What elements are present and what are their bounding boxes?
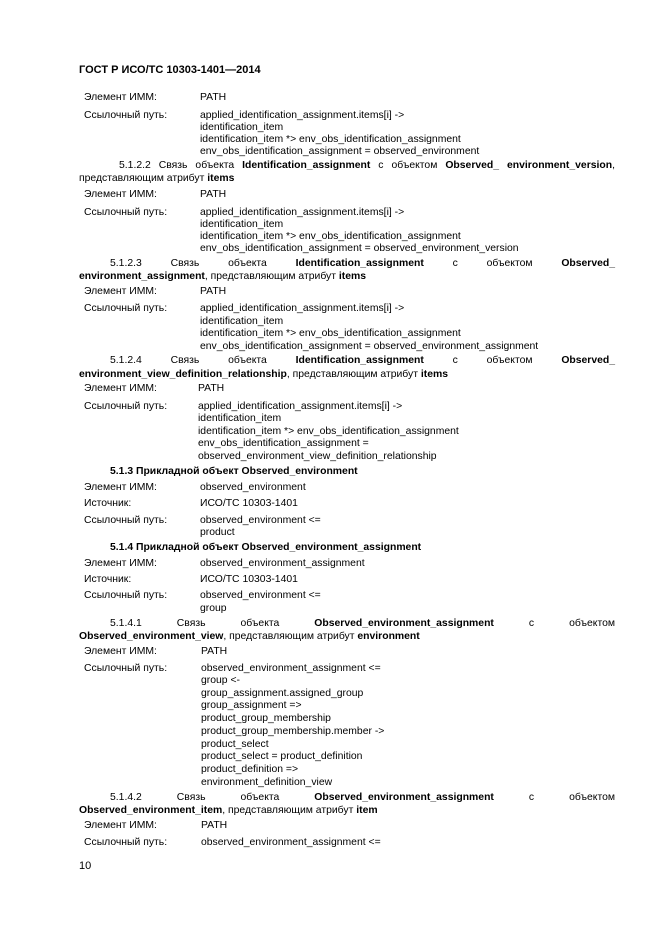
- ref-path-line: product: [200, 527, 235, 538]
- element-value: PATH: [200, 92, 227, 103]
- clause-heading: 5.1.4.2 Связь объекта Observed_environment_assignment с объектом: [110, 792, 616, 803]
- ref-path-line: identification_item: [200, 316, 284, 327]
- ref-path-label: Ссылочный путь:: [84, 207, 168, 218]
- ref-path-line: observed_environment <=: [200, 590, 321, 601]
- element-value: observed_environment_assignment: [200, 558, 365, 569]
- element-value: observed_environment: [200, 482, 306, 493]
- element-label: Элемент ИММ:: [84, 646, 157, 657]
- ref-path-line: environment_definition_view: [201, 777, 333, 788]
- ref-path-line: observed_environment_assignment <=: [201, 837, 381, 848]
- ref-path-line: identification_item: [200, 219, 284, 230]
- ref-path-label: Ссылочный путь:: [84, 663, 168, 674]
- ref-path-label: Ссылочный путь:: [84, 110, 168, 121]
- clause-heading: 5.1.2.3 Связь объекта Identification_assignment с объектом Observed_: [110, 258, 616, 269]
- ref-path-line: identification_item *> env_obs_identification_assignment: [200, 231, 461, 242]
- clause-heading-cont: environment_assignment, представляющим атрибут items: [79, 271, 367, 282]
- element-label: Элемент ИММ:: [84, 820, 157, 831]
- element-label: Элемент ИММ:: [84, 92, 157, 103]
- ref-path-line: product_group_membership: [201, 713, 331, 724]
- ref-path-label: Ссылочный путь:: [84, 303, 168, 314]
- ref-path-line: applied_identification_assignment.items[i] ->: [200, 303, 405, 314]
- ref-path-line: applied_identification_assignment.items[i] ->: [200, 110, 405, 121]
- ref-path-line: product_select = product_definition: [201, 751, 363, 762]
- ref-path-label: Ссылочный путь:: [84, 515, 168, 526]
- clause-heading: 5.1.2.4 Связь объекта Identification_assignment с объектом Observed_: [110, 355, 616, 366]
- ref-path-label: Ссылочный путь:: [84, 837, 168, 848]
- element-label: Элемент ИММ:: [84, 383, 157, 394]
- element-label: Элемент ИММ:: [84, 189, 157, 200]
- clause-heading-cont: Observed_environment_item, представляющим атрибут item: [79, 805, 378, 816]
- ref-path-line: identification_item: [200, 122, 284, 133]
- clause-heading-cont: Observed_environment_view, представляющим атрибут environment: [79, 631, 420, 642]
- clause-heading: 5.1.2.2 Связь объекта Identification_assignment с объектом Observed_ environment_version,: [119, 160, 615, 171]
- ref-path-line: group_assignment =>: [201, 700, 302, 711]
- ref-path-line: env_obs_identification_assignment = observed_environment_assignment: [200, 341, 539, 352]
- ref-path-line: group: [200, 603, 227, 614]
- ref-path-line: env_obs_identification_assignment = observed_environment: [200, 146, 480, 157]
- ref-path-line: group <-: [201, 675, 240, 686]
- ref-path-line: env_obs_identification_assignment = observed_environment_version: [200, 243, 519, 254]
- ref-path-line: applied_identification_assignment.items[i] ->: [200, 207, 405, 218]
- ref-path-line: observed_environment <=: [200, 515, 321, 526]
- source-value: ИСО/ТС 10303-1401: [200, 498, 298, 509]
- ref-path-line: identification_item: [198, 413, 282, 424]
- element-value: PATH: [200, 286, 227, 297]
- clause-heading-cont: environment_view_definition_relationship, представляющим атрибут items: [79, 369, 449, 380]
- source-value: ИСО/ТС 10303-1401: [200, 574, 298, 585]
- element-label: Элемент ИММ:: [84, 286, 157, 297]
- ref-path-line: identification_item *> env_obs_identification_assignment: [198, 426, 459, 437]
- ref-path-line: product_group_membership.member ->: [201, 726, 385, 737]
- source-label: Источник:: [84, 498, 132, 509]
- element-value: PATH: [198, 383, 225, 394]
- clause-heading-cont: представляющим атрибут items: [79, 173, 235, 184]
- ref-path-line: group_assignment.assigned_group: [201, 688, 364, 699]
- ref-path-label: Ссылочный путь:: [84, 401, 168, 412]
- source-label: Источник:: [84, 574, 132, 585]
- ref-path-line: observed_environment_assignment <=: [201, 663, 381, 674]
- ref-path-line: applied_identification_assignment.items[i] ->: [198, 401, 403, 412]
- page-number: 10: [79, 860, 92, 872]
- ref-path-line: observed_environment_view_definition_relationship: [198, 451, 437, 462]
- element-label: Элемент ИММ:: [84, 558, 157, 569]
- element-label: Элемент ИММ:: [84, 482, 157, 493]
- section-heading: 5.1.4 Прикладной объект Observed_environment_assignment: [110, 542, 422, 553]
- clause-heading: 5.1.4.1 Связь объекта Observed_environment_assignment с объектом: [110, 618, 616, 629]
- ref-path-label: Ссылочный путь:: [84, 590, 168, 601]
- document-header: ГОСТ Р ИСО/ТС 10303-1401—2014: [79, 64, 261, 76]
- element-value: PATH: [200, 189, 227, 200]
- element-value: PATH: [201, 646, 228, 657]
- ref-path-line: product_definition =>: [201, 764, 299, 775]
- ref-path-line: identification_item *> env_obs_identification_assignment: [200, 328, 461, 339]
- ref-path-line: identification_item *> env_obs_identification_assignment: [200, 134, 461, 145]
- element-value: PATH: [201, 820, 228, 831]
- ref-path-line: env_obs_identification_assignment =: [198, 438, 369, 449]
- section-heading: 5.1.3 Прикладной объект Observed_environment: [110, 466, 358, 477]
- ref-path-line: product_select: [201, 739, 269, 750]
